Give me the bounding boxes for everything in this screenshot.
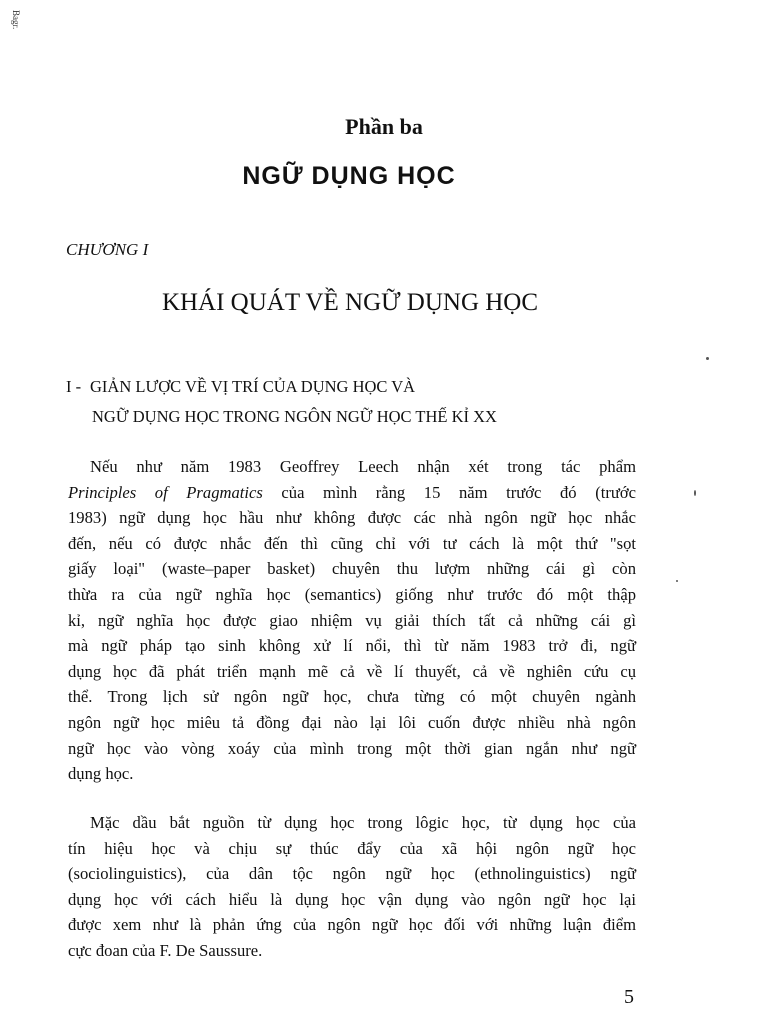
paragraph-line: Mặc dầu bắt nguồn từ dụng học trong lôgic học, từ dụng học của — [90, 813, 636, 832]
corner-stamp: Bagr. — [11, 10, 21, 30]
paragraph-line: dụng học với cách hiểu là dụng học vận dụng vào ngôn ngữ học lại — [68, 889, 636, 909]
paragraph-line: cực đoan của F. De Saussure. — [68, 940, 263, 960]
paragraph-line: giấy loại" (waste–paper basket) chuyên thu lượm những cái gì còn — [68, 559, 636, 579]
book-title: Principles of Pragmatics — [68, 482, 263, 502]
paragraph-line: kỉ, ngữ nghĩa học được giao nhiệm vụ giải thích tất cả những cái gì — [68, 610, 636, 630]
chapter-label: CHƯƠNG I — [66, 240, 149, 259]
paragraph-line: dụng học. — [68, 764, 134, 784]
scan-speck — [676, 580, 678, 582]
part-label: Phần ba — [345, 114, 423, 139]
paragraph-line: đến, nếu có được nhắc đến thì cũng chỉ với tư cách là một thứ "sọt — [68, 533, 636, 553]
paragraph-line: Nếu như năm 1983 Geoffrey Leech nhận xét trong tác phẩm — [90, 457, 636, 476]
section-number: I - — [66, 377, 82, 396]
paragraph-line: mà ngữ pháp tạo sinh không xử lí nổi, thì từ năm 1983 trở đi, ngữ — [68, 636, 636, 656]
paragraph-2 — [68, 810, 636, 964]
part-title: NGỮ DỤNG HỌC — [242, 162, 456, 190]
paragraph-line: ngôn ngữ học miêu tả đồng đại nào lại lôi cuốn được nhiều nhà ngôn — [68, 712, 636, 732]
section-heading — [66, 372, 497, 432]
paragraph-line: được xem như là phản ứng của ngôn ngữ học đối với những luận điểm — [68, 915, 636, 935]
paragraph-line: tín hiệu học và chịu sự thúc đẩy của xã hội ngôn ngữ học — [68, 838, 636, 858]
paragraph-line: dụng học đã phát triển mạnh mẽ cả về lí thuyết, cả về nghiên cứu cụ — [68, 661, 636, 681]
chapter-title: KHÁI QUÁT VỀ NGỮ DỤNG HỌC — [161, 289, 539, 316]
paragraph-line: (sociolinguistics), của dân tộc ngôn ngữ học (ethnolinguistics) ngữ — [68, 864, 636, 884]
section-heading-line-2: NGỮ DỤNG HỌC TRONG NGÔN NGỮ HỌC THẾ KỈ XX — [92, 407, 497, 426]
paragraph-line — [68, 480, 636, 506]
paragraph-line: thừa ra của ngữ nghĩa học (semantics) giống như trước đó một thập — [68, 584, 636, 604]
paragraph-1 — [68, 454, 636, 787]
scan-speck — [694, 490, 696, 496]
section-heading-line-1: GIẢN LƯỢC VỀ VỊ TRÍ CỦA DỤNG HỌC VÀ — [90, 377, 416, 396]
paragraph-line: thể. Trong lịch sử ngôn ngữ học, chưa từng có một chuyên ngành — [68, 687, 636, 707]
scan-speck — [706, 357, 709, 360]
paragraph-line: ngữ học vào vòng xoáy của mình trong một thời gian ngắn như ngữ — [68, 738, 636, 758]
page-number: 5 — [624, 986, 634, 1008]
paragraph-line-text: của mình rằng 15 năm trước đó (trước — [262, 482, 636, 502]
paragraph-line: 1983) ngữ dụng học hầu như không được các nhà ngôn ngữ học nhắc — [68, 508, 636, 528]
